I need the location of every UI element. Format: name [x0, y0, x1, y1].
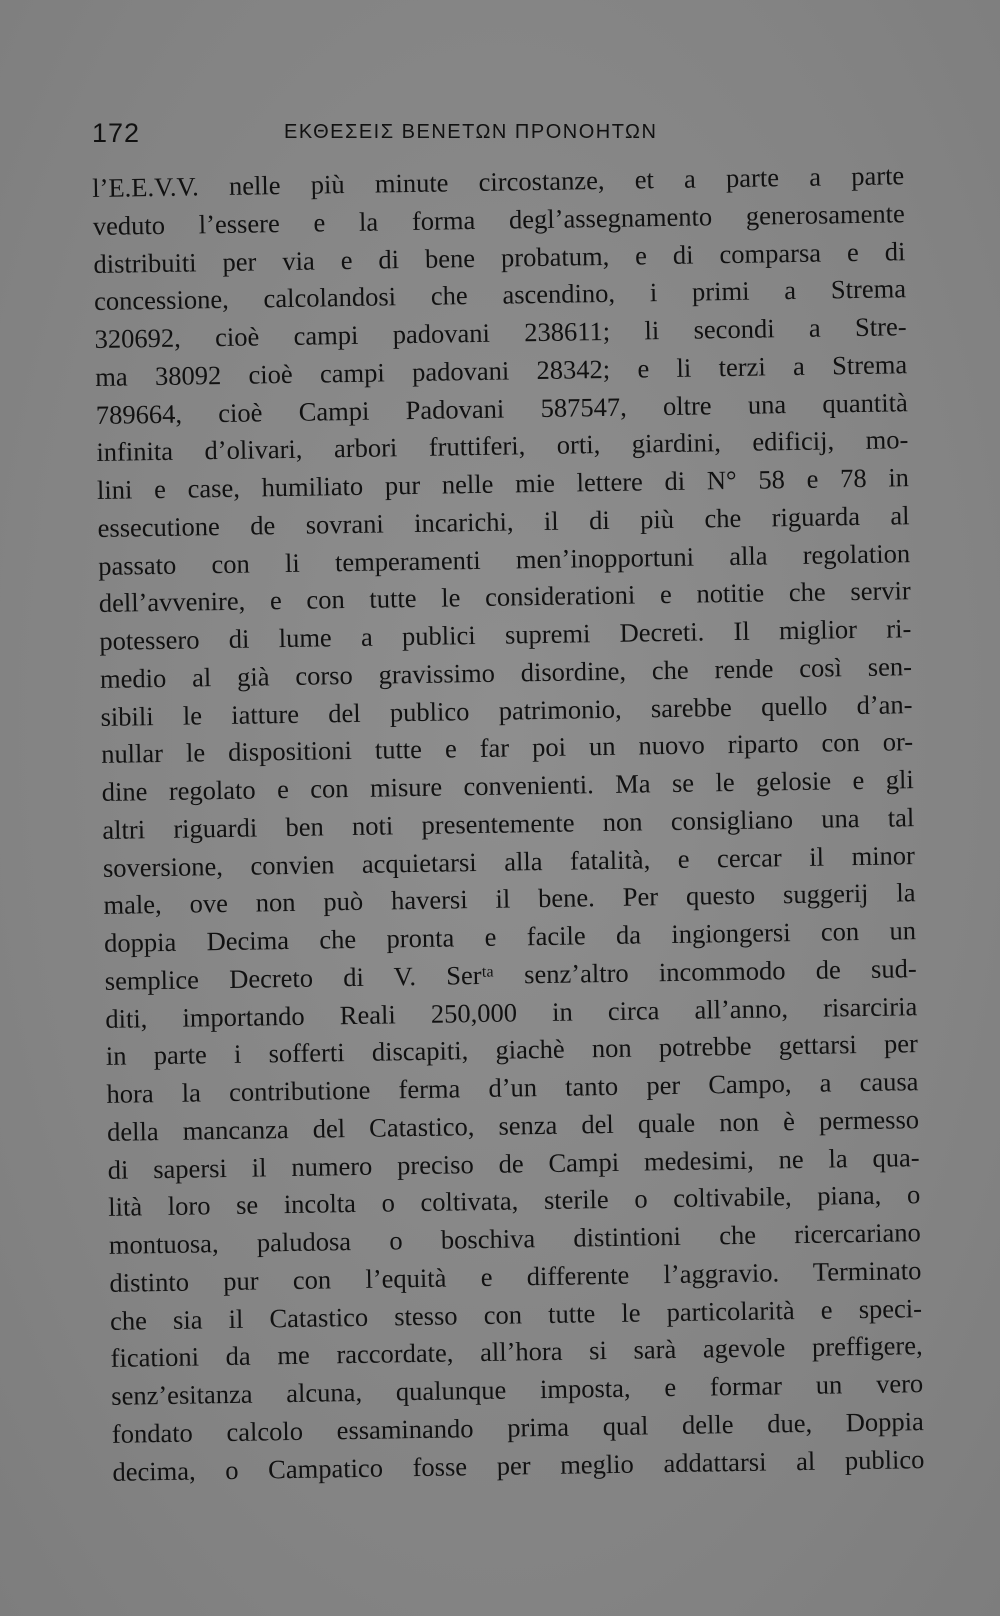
- text-line: l’E.E.V.V. nelle più minute circostanze, et a parte a parte: [92, 160, 905, 203]
- text-line: ficationi da me raccordate, all’hora si sarà agevole preffigere,: [110, 1330, 923, 1374]
- text-line: lini e case, humiliato pur nelle mie lettere di N° 58 e 78 in: [96, 462, 910, 505]
- text-line: medio al già corso gravissimo disordine, che rende così sen-: [99, 650, 913, 694]
- text-line: dell’avvenire, e con tutte le considerationi e notitie che servir: [98, 575, 911, 619]
- text-line: infinita d’olivari, arbori fruttiferi, orti, giardini, edificij, mo-: [96, 424, 909, 468]
- text-line: distinto pur con l’equità e differente l’aggravio. Terminato: [109, 1254, 922, 1298]
- text-line: 320692, cioè campi padovani 238611; li secondi a Stre-: [94, 311, 907, 354]
- text-line: montuosa, paludosa o boschiva distintioni che ricercariano: [108, 1217, 922, 1260]
- page-number: 172: [92, 118, 141, 148]
- text-line: soversione, convien acquietarsi alla fatalità, e cercar il minor: [102, 839, 916, 883]
- text-line: della mancanza del Catastico, senza del quale non è permesso: [106, 1103, 920, 1147]
- text-line: potessero di lume a publici supremi Decreti. Il miglior ri-: [99, 613, 912, 656]
- body-text: [92, 157, 925, 1491]
- text-line: veduto l’essere e la forma degl’assegnamento generosamente: [92, 197, 906, 241]
- text-line: in parte i sofferti discapiti, giachè non potrebbe gettarsi per: [105, 1028, 919, 1072]
- text-line: passato con li temperamenti men’inopportuni alla regolation: [97, 537, 911, 581]
- text-line: fondato calcolo essaminando prima qual delle due, Doppia: [111, 1405, 924, 1449]
- page-header: [92, 118, 912, 158]
- text-line: ma 38092 cioè campi padovani 28342; e li terzi a Strema: [95, 348, 908, 392]
- running-head: ΕΚΘΕΣΕΙΣ ΒΕΝΕΤΩΝ ΠΡΟΝΟΗΤΩΝ: [284, 121, 658, 143]
- text-line: diti, importando Reali 250,000 in circa all’anno, risarciria: [105, 990, 918, 1034]
- text-line: che sia il Catastico stesso con tutte le particolarità e speci-: [109, 1292, 923, 1336]
- text-line: distribuiti per via e di bene probatum, e di comparsa e di: [93, 235, 906, 279]
- text-line: sibili le iatture del publico patrimonio, sarebbe quello d’an-: [100, 688, 913, 732]
- text-line: doppia Decima che pronta e facile da ingiongersi con un: [103, 915, 917, 958]
- text-line: dine regolato e con misure convenienti. Ma se le gelosie e gli: [101, 764, 914, 807]
- text-line: 789664, cioè Campi Padovani 587547, oltre una quantità: [95, 386, 908, 430]
- text-line: decima, o Campatico fosse per meglio addattarsi al publico: [112, 1443, 925, 1487]
- text-line: male, ove non può haversi il bene. Per questo suggerij la: [103, 877, 916, 921]
- text-line: semplice Decreto di V. Serᵗᵃ senz’altro incommodo de sud-: [104, 952, 917, 996]
- text-line: altri riguardi ben noti presentemente non consigliano una tal: [102, 801, 915, 845]
- text-line: hora la contributione ferma d’un tanto per Campo, a causa: [106, 1066, 919, 1109]
- text-line: nullar le dispositioni tutte e far poi un nuovo riparto con or-: [100, 726, 914, 770]
- text-line: concessione, calcolandosi che ascendino, i primi a Strema: [93, 273, 907, 317]
- text-line: lità loro se incolta o coltivata, sterile o coltivabile, piana, o: [108, 1179, 921, 1223]
- text-line: essecutione de sovrani incarichi, il di più che riguarda al: [97, 499, 910, 543]
- text-line: di sapersi il numero preciso de Campi medesimi, ne la qua-: [107, 1141, 920, 1185]
- text-line: senz’esitanza alcuna, qualunque imposta, e formar un vero: [111, 1368, 924, 1411]
